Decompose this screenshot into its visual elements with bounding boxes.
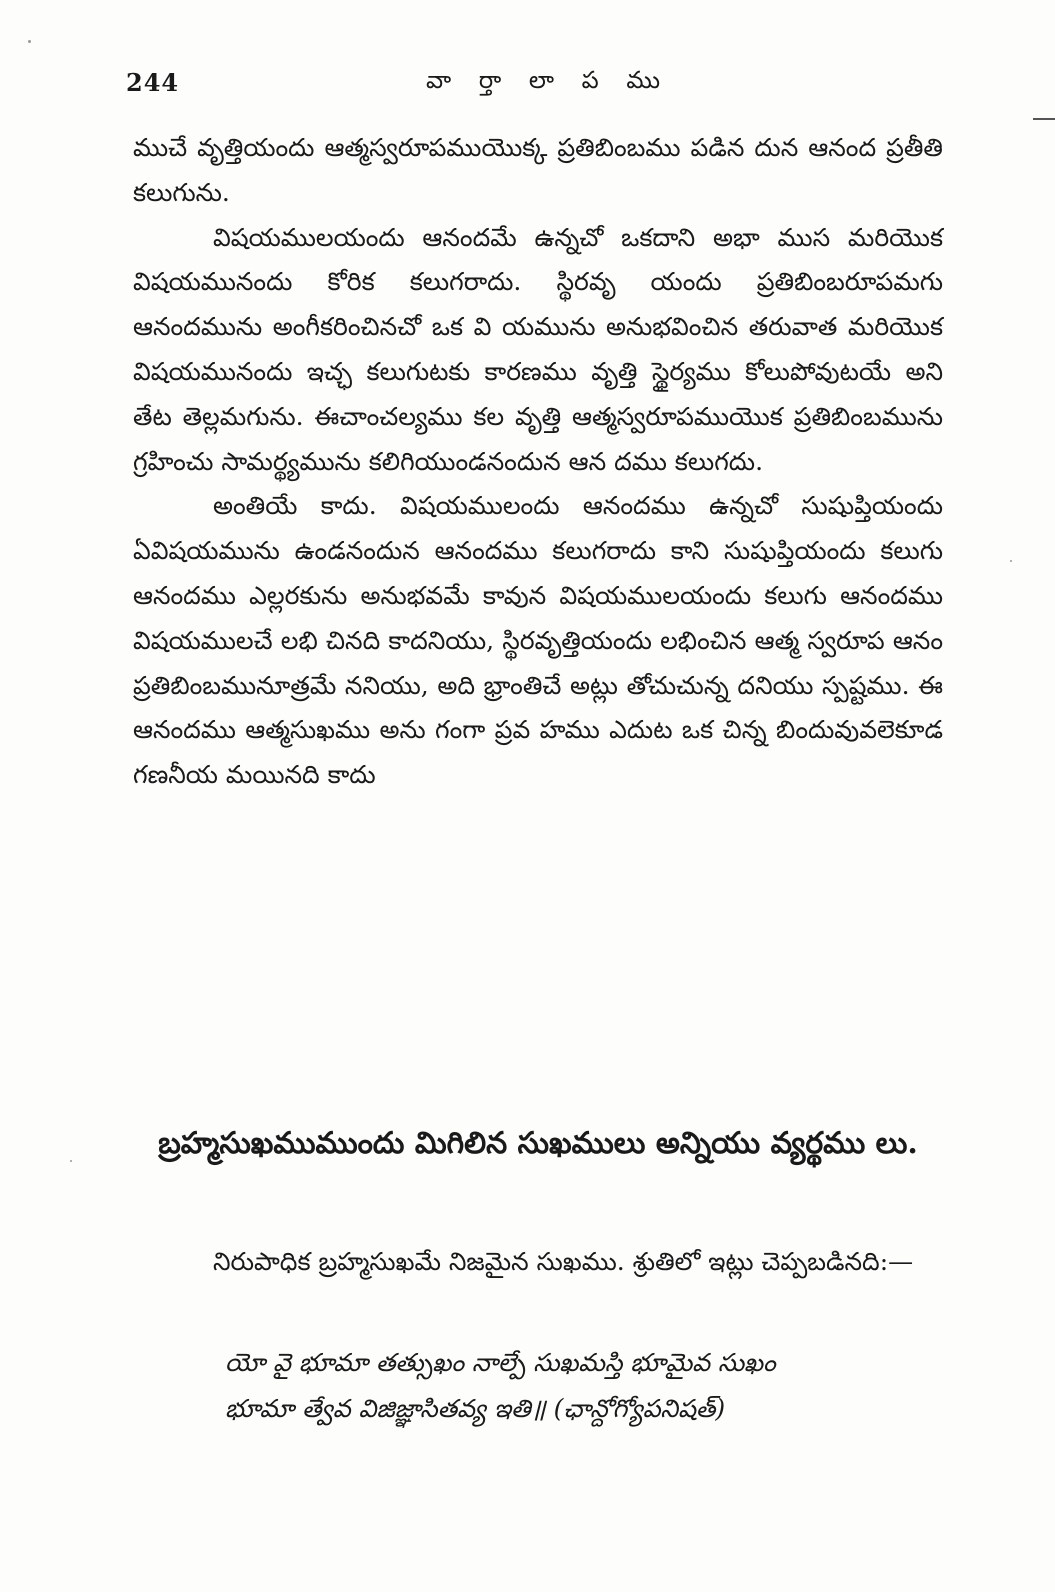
margin-mark [1033,118,1055,120]
page-number: 244 [126,68,180,97]
paragraph-4: నిరుపాధిక బ్రహ్మసుఖమే నిజమైన సుఖము. శ్రుతిలో ఇట్లు చెప్పబడినది:— [213,1247,914,1276]
running-head [126,62,936,102]
verse-line-1: యో వై భూమా తత్సుఖం నాల్పే సుఖమస్తి భూమైవ సుఖం [225,1348,776,1377]
verse-line-2: భూమా త్వేవ విజిజ్ఞాసితవ్య ఇతి॥ (ఛాన్దోగ్యోపనిషత్) [225,1394,726,1423]
scan-speck [1010,560,1012,562]
scan-speck [70,1160,72,1162]
paragraph-1: ముచే వృత్తియందు ఆత్మస్వరూపముయొక్క ప్రతిబింబము పడిన దున ఆనంద ప్రతీతి కలుగును. [133,133,943,207]
body-text [133,126,943,798]
scan-speck [28,40,31,43]
header-title: వా ర్తా లా ప ము [426,66,671,94]
paragraph-2: విషయములయందు ఆనందమే ఉన్నచో ఒకదాని అభా ముస మరియొక విషయమునందు కోరిక కలుగరాదు. స్థిరవృ యందు ప్రతిబింబరూపమగు ఆనందమును అంగీకరించినచో ఒక వి యమును అనుభవించిన తరువాత మరియొక విషయమునందు ఇచ్ఛ కలుగుటకు కారణము వృత్తి స్థైర్యము కోలుపోవుటయే అని తేట తెల్లమగును. ఈచాంచల్యము కల వృత్తి ఆత్మస్వరూపముయొక ప్రతిబింబమును గ్రహించు సామర్థ్యమును కలిగియుండనందున ఆన దము కలుగదు. [133,222,943,476]
section-heading: బ్రహ్మసుఖముముందు మిగిలిన సుఖములు అన్నియు వ్యర్థము లు. [158,1126,918,1161]
verse-quote [225,1340,925,1432]
paragraph-3: అంతియే కాదు. విషయములందు ఆనందము ఉన్నచో సుషుప్తియందు ఏవిషయమును ఉండనందున ఆనందము కలుగరాదు కాని సుషుప్తియందు కలుగు ఆనందము ఎల్లరకును అనుభవమే కావున విషయములయందు కలుగు ఆనందము విషయములచే లభి చినది కాదనియు, స్థిరవృత్తియందు లభించిన ఆత్మ స్వరూప ఆనం ప్రతిబింబమునూత్రమే ననియు, అది భ్రాంతిచే అట్లు తోచుచున్న దనియు స్పష్టము. ఈ ఆనందము ఆత్మసుఖము అను గంగా ప్రవ హము ఎదుట ఒక చిన్న బిందువువలెకూడ గణనీయ మయినది కాదు [133,491,943,790]
